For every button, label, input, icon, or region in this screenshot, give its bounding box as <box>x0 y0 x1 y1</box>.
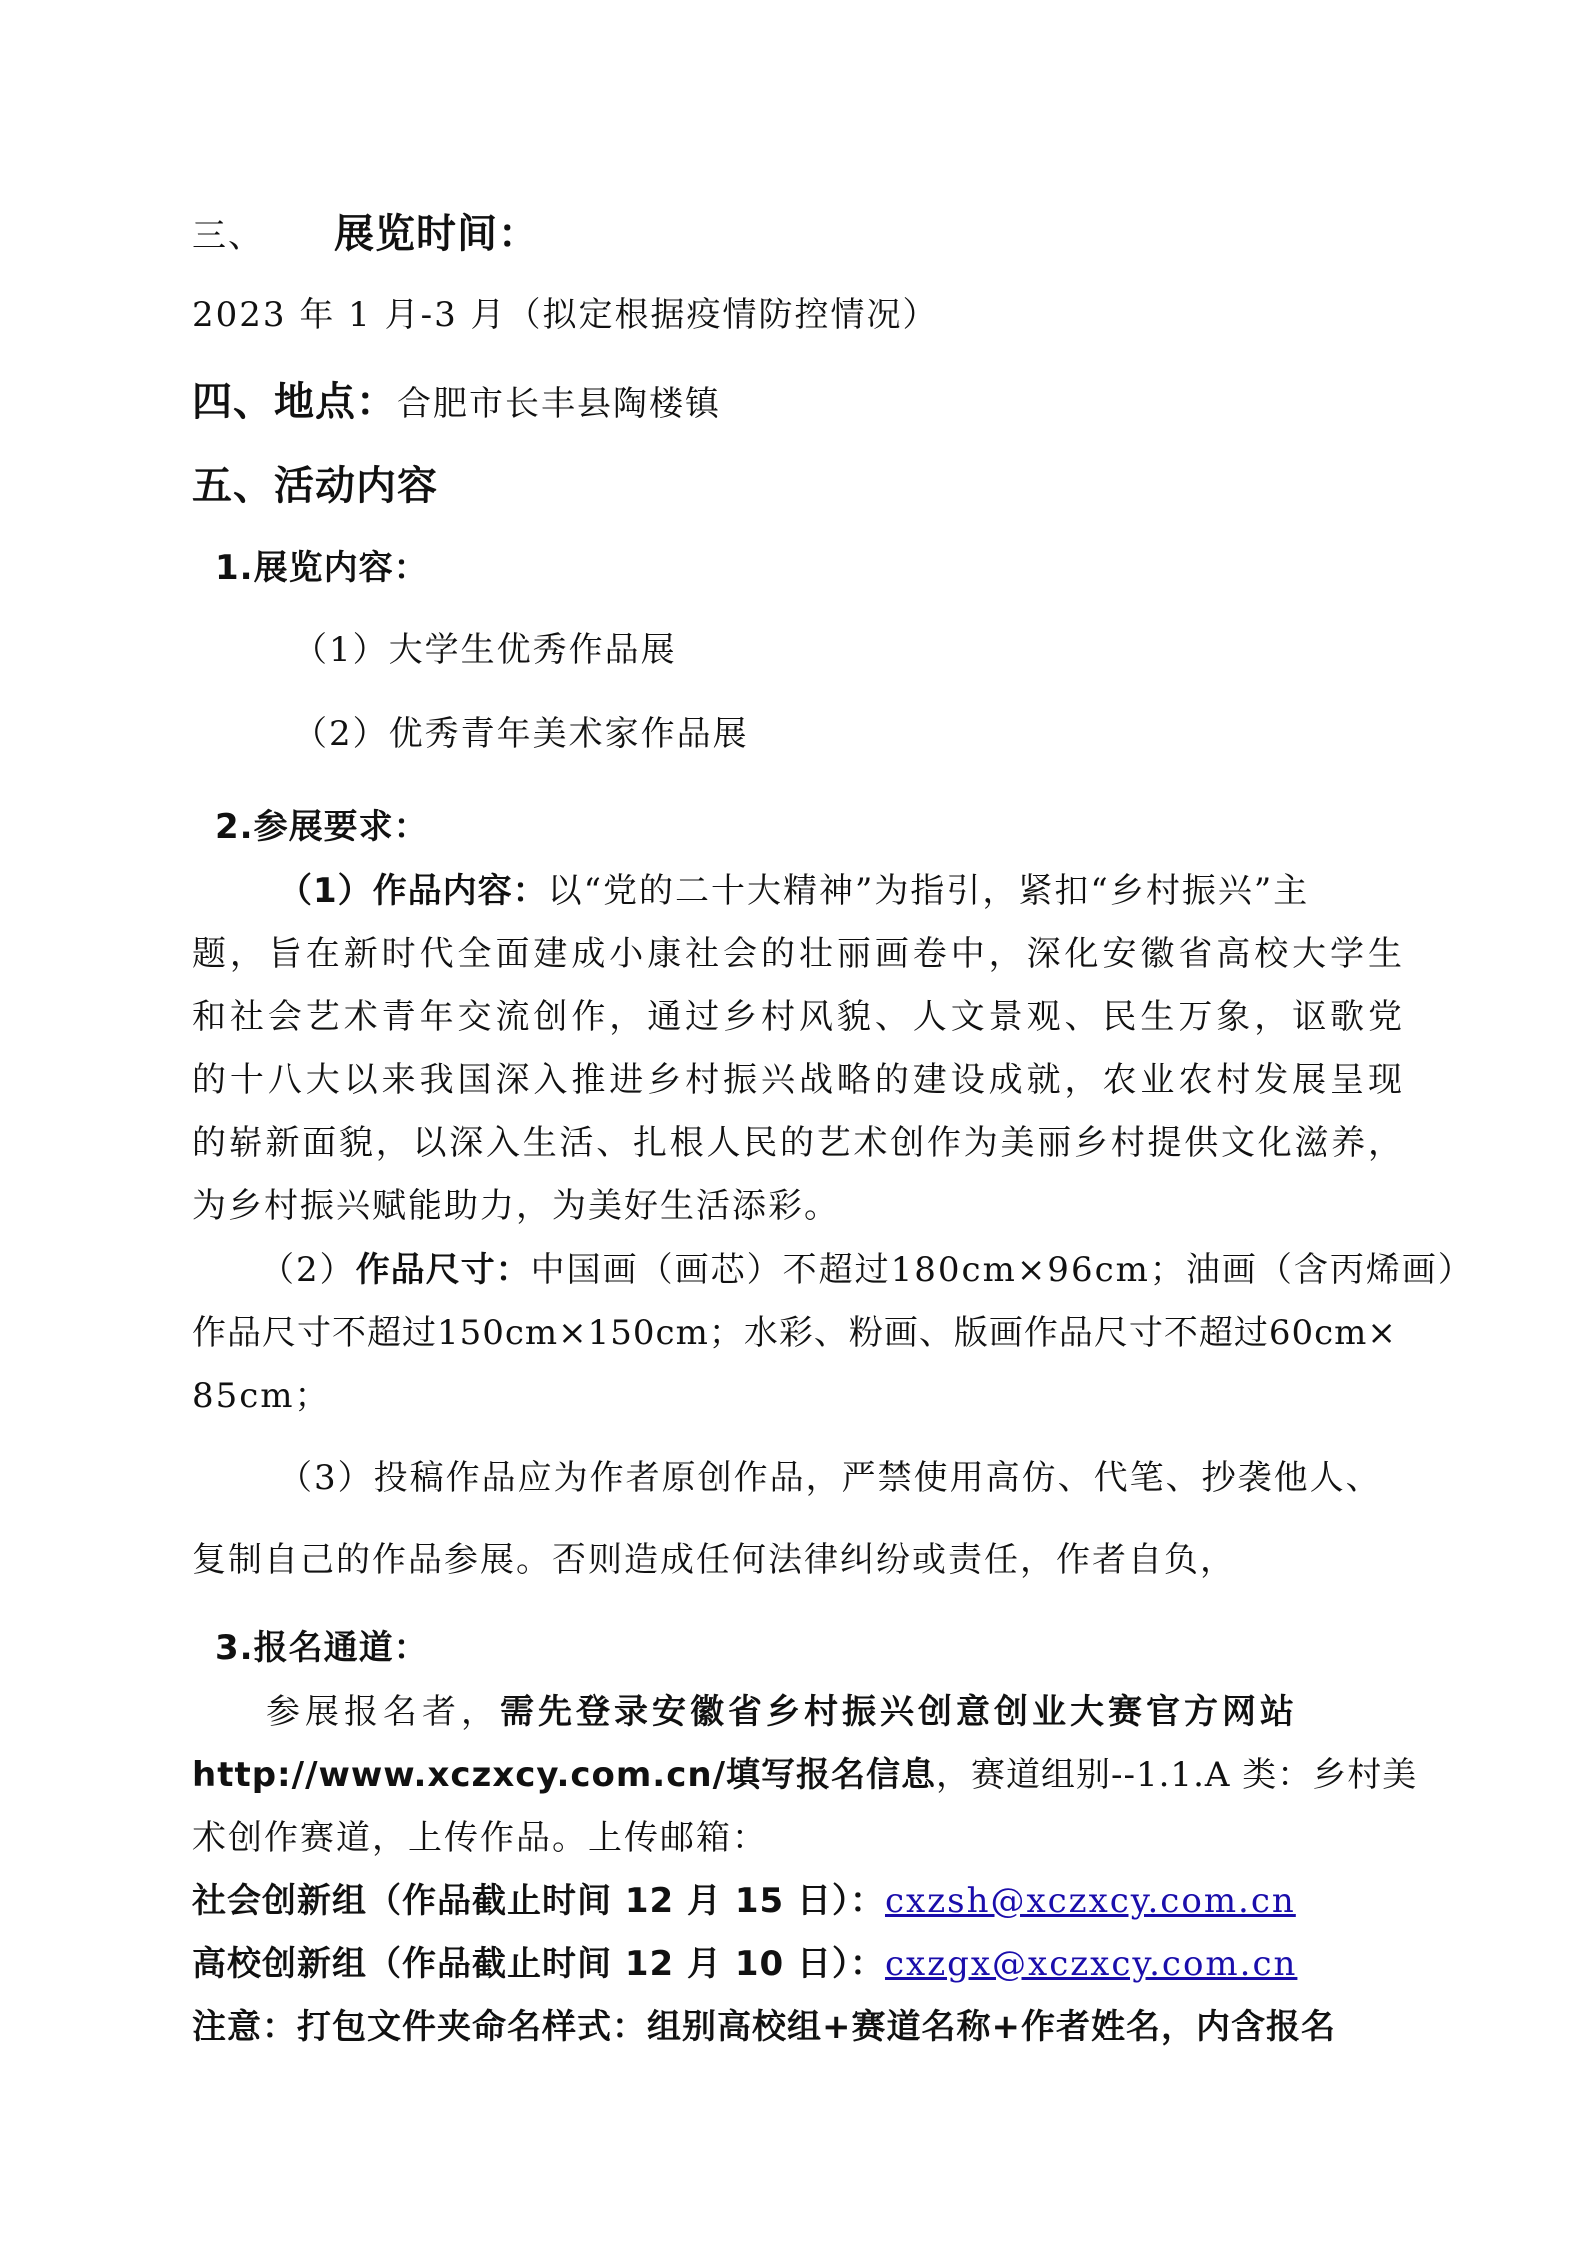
reg-website-instruction: http://www.xczxcy.com.cn/填写报名信息 <box>192 1755 937 1795</box>
req-p1-line-4: 的十八大以来我国深入推进乡村振兴战略的建设成就，农业农村发展呈现 <box>192 1060 1404 1100</box>
req-p2-number: （2） <box>260 1250 356 1290</box>
reg-line-1-intro: 参展报名者， <box>266 1692 500 1732</box>
packaging-note: 注意：打包文件夹命名样式：组别高校组+赛道名称+作者姓名，内含报名 <box>192 2007 1336 2047</box>
reg-line-3: 术创作赛道，上传作品。上传邮箱： <box>192 1818 768 1858</box>
content-item-1: （1）大学生优秀作品展 <box>293 630 677 670</box>
college-group-email-link[interactable]: cxzgx@xczxcy.com.cn <box>884 1944 1298 1984</box>
section-5-title: 五、活动内容 <box>192 463 438 509</box>
req-p1-line-2: 题，旨在新时代全面建成小康社会的壮丽画卷中，深化安徽省高校大学生 <box>192 934 1404 974</box>
section-4-title: 四、地点： <box>192 379 397 425</box>
college-group-line <box>192 1944 1297 1985</box>
req-p2-first-line <box>260 1250 1474 1291</box>
reg-line-1 <box>266 1692 1298 1733</box>
social-group-label: 社会创新组（作品截止时间 12 月 15 日）： <box>192 1881 885 1921</box>
req-p1-label: （1）作品内容： <box>278 871 548 911</box>
location-text: 合肥市长丰县陶楼镇 <box>397 384 721 424</box>
req-p2-label: 作品尺寸： <box>355 1250 531 1290</box>
req-p3-line-1: （3）投稿作品应为作者原创作品，严禁使用高仿、代笔、抄袭他人、 <box>278 1458 1382 1498</box>
req-p1-first-line <box>278 871 1309 912</box>
section-3-heading <box>192 210 539 258</box>
social-group-line <box>192 1881 1296 1922</box>
exhibition-time: 2023 年 1 月-3 月（拟定根据疫情防控情况） <box>192 295 939 335</box>
req-p3-line-2: 复制自己的作品参展。否则造成任何法律纠纷或责任，作者自负， <box>192 1540 1236 1580</box>
reg-line-2 <box>192 1755 1417 1796</box>
registration-heading: 3.报名通道： <box>215 1628 429 1668</box>
reg-track-info: ，赛道组别--1.1.A 类：乡村美 <box>936 1755 1418 1795</box>
req-p2-line-3: 85cm； <box>192 1376 331 1416</box>
requirements-heading: 2.参展要求： <box>215 807 429 847</box>
content-heading: 1.展览内容： <box>215 548 429 588</box>
section-3-number: 三、 <box>192 216 264 256</box>
section-4-heading <box>192 378 721 426</box>
req-p1-line-3: 和社会艺术青年交流创作，通过乡村风貌、人文景观、民生万象，讴歌党 <box>192 997 1404 1037</box>
content-item-2: （2）优秀青年美术家作品展 <box>293 714 749 754</box>
college-group-label: 高校创新组（作品截止时间 12 月 10 日）： <box>192 1944 885 1984</box>
req-p1-line-5: 的崭新面貌，以深入生活、扎根人民的艺术创作为美丽乡村提供文化滋养， <box>192 1123 1404 1163</box>
section-3-title: 展览时间： <box>334 211 539 257</box>
reg-line-1-instruction: 需先登录安徽省乡村振兴创意创业大赛官方网站 <box>500 1692 1298 1732</box>
req-p2-line-2: 作品尺寸不超过150cm×150cm；水彩、粉画、版画作品尺寸不超过60cm× <box>192 1313 1397 1353</box>
req-p2-text: 中国画（画芯）不超过180cm×96cm；油画（含丙烯画） <box>530 1250 1474 1290</box>
social-group-email-link[interactable]: cxzsh@xczxcy.com.cn <box>884 1881 1296 1921</box>
req-p1-text: 以“党的二十大精神”为指引，紧扣“乡村振兴”主 <box>547 871 1310 911</box>
req-p1-line-6: 为乡村振兴赋能助力，为美好生活添彩。 <box>192 1186 840 1226</box>
